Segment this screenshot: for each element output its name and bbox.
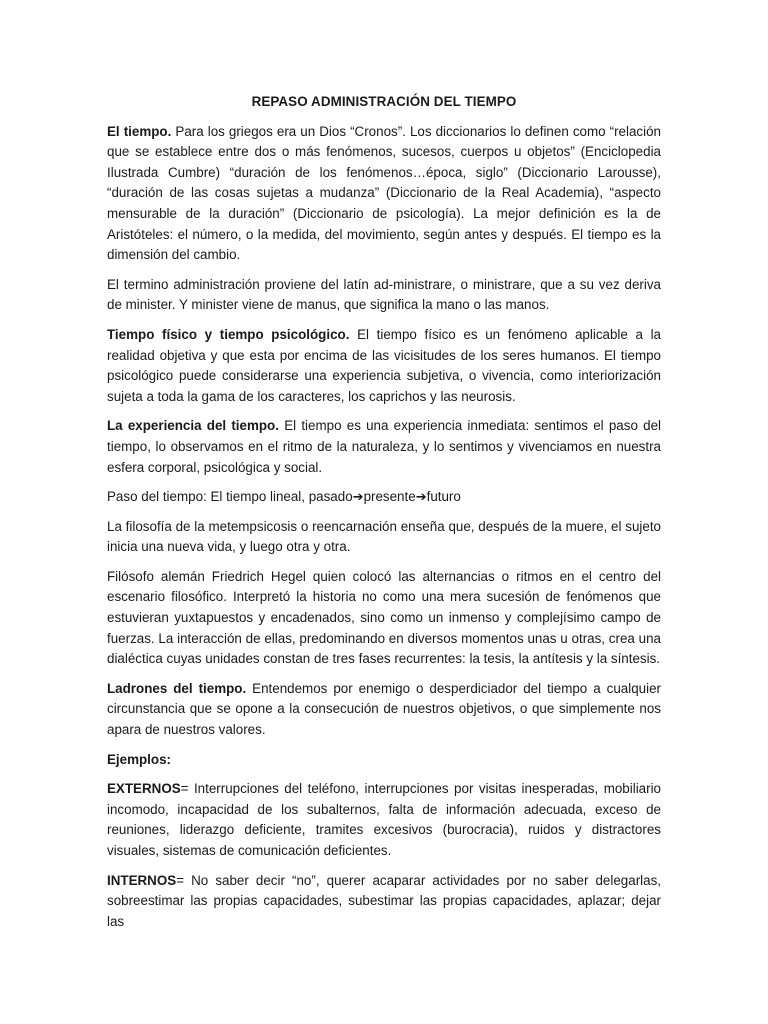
paragraph-text: Filósofo alemán Friedrich Hegel quien colocó las alternancias o ritmos en el centro del escenario filosófico. Interpretó la historia no como una mera sucesión de fenómenos que estuvieran yuxtapuestos y encadenados, sino como un inmenso y complejísimo campo de fuerzas. La interacción de ellas, predominando en diversos momentos unas u otras, crea una dialéctica cuyas unidades constan de tres fases recurrentes: la tesis, la antítesis y la síntesis.: [107, 568, 661, 667]
paragraph-metempsicosis: [107, 517, 661, 558]
paragraph-text: = Interrupciones del teléfono, interrupciones por visitas inesperadas, mobiliario incomodo, incapacidad de los subalternos, falta de información adecuada, exceso de reuniones, liderazgo deficiente, tramites excesivos (burocracia), ruidos y distractores visuales, sistemas de comunicación deficientes.: [107, 781, 661, 858]
arrow-right-icon: ➔: [352, 489, 364, 505]
paragraph-text: El termino administración proviene del latín ad-ministrare, o ministrare, que a su vez deriva de minister. Y minister viene de manus, que significa la mano o las manos.: [107, 276, 661, 313]
paragraph-tiempo-fisico: [107, 325, 661, 407]
paragraph-ladrones: [107, 679, 661, 741]
paragraph-paso-del-tiempo: [107, 487, 661, 508]
paragraph-hegel: [107, 567, 661, 670]
paragraph-lead: INTERNOS: [107, 872, 177, 888]
arrow-right-icon: ➔: [415, 489, 427, 505]
paragraph-administracion: [107, 275, 661, 316]
paragraph-lead: Tiempo físico y tiempo psicológico.: [107, 326, 350, 342]
paragraph-text: futuro: [426, 489, 461, 505]
paragraph-text: El tiempo físico es un fenómeno aplicable a la realidad objetiva y que esta por encima de las vicisitudes de los seres humanos. El tiempo psicológico puede considerarse una experiencia subjetiva, o vivencia, como interiorización sujeta a toda la gama de los caracteres, los caprichos y las neurosis.: [107, 326, 662, 404]
paragraph-text: El tiempo es una experiencia inmediata: sentimos el paso del tiempo, lo observamos en el ritmo de la naturaleza, y lo sentimos y vivenciamos en nuestra esfera corporal, psicológica y social.: [107, 418, 661, 475]
paragraph-lead: El tiempo.: [107, 123, 172, 139]
paragraph-text: Paso del tiempo: El tiempo lineal, pasado: [107, 489, 353, 505]
paragraph-lead: Ladrones del tiempo.: [107, 680, 247, 696]
paragraph-lead: La experiencia del tiempo.: [107, 418, 279, 434]
paragraph-experiencia: [107, 416, 661, 478]
paragraph-ejemplos: [107, 750, 661, 771]
paragraph-el-tiempo: [107, 122, 661, 266]
paragraph-text: presente: [363, 489, 416, 505]
paragraph-lead: Ejemplos:: [107, 751, 171, 767]
paragraph-text: Para los griegos era un Dios “Cronos”. Los diccionarios lo definen como “relación que se establece entre dos o más fenómenos, sucesos, cuerpos u objetos” (Enciclopedia Ilustrada Cumbre) “duración de los fenómenos…época, siglo” (Diccionario Larousse), “duración de las cosas sujetas a mudanza” (Diccionario de la Real Academia), “aspecto mensurable de la duración” (Diccionario de psicología). La mejor definición es la de Aristóteles: el número, o la medida, del movimiento, según antes y después. El tiempo es la dimensión del cambio.: [107, 123, 661, 263]
paragraph-lead: EXTERNOS: [107, 781, 181, 797]
paragraph-externos: [107, 779, 661, 861]
document-body: [107, 92, 661, 941]
paragraph-text: Entendemos por enemigo o desperdiciador del tiempo a cualquier circunstancia que se opone a la consecución de nuestros objetivos, o que simplemente nos apara de nuestros valores.: [107, 680, 661, 738]
paragraph-text: = No saber decir “no”, querer acaparar actividades por no saber delegarlas, sobreestimar las propias capacidades, subestimar las propias capacidades, aplazar; dejar las: [107, 872, 661, 929]
paragraph-internos: [107, 871, 661, 933]
document-title: REPASO ADMINISTRACIÓN DEL TIEMPO: [251, 94, 517, 109]
paragraph-text: La filosofía de la metempsicosis o reencarnación enseña que, después de la muere, el sujeto inicia una nueva vida, y luego otra y otra.: [107, 518, 661, 555]
